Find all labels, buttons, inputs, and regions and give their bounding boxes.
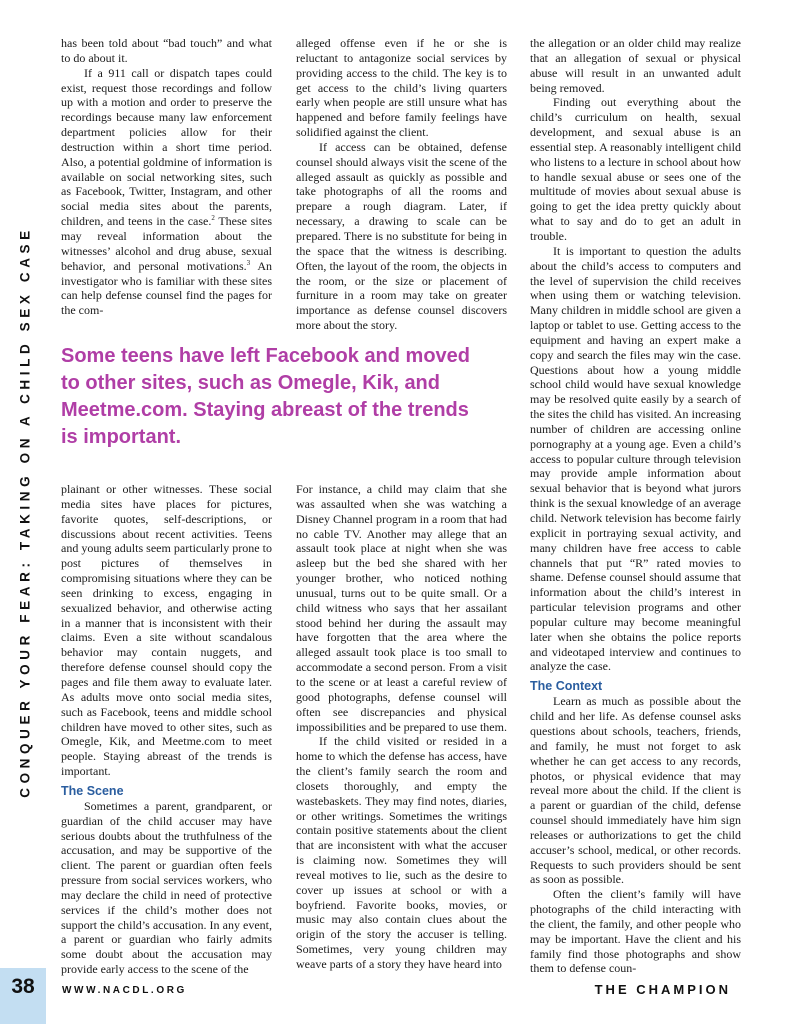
paragraph: has been told about “bad touch” and what to do about it. [61,36,272,65]
column-1-bottom [61,482,272,977]
column-1-top [61,36,272,318]
footer-website: WWW.NACDL.ORG [62,985,187,996]
paragraph: Finding out everything about the child’s curriculum on health, sexual development, and sexual abuse is an essential step. A reasonably intelligent child who listens to a lecture in school about how to handle sexual abuse or sees one of the multitude of movies about sexual abuse is going to get the idea pretty quickly about what to say and do to get an adult in trouble. [530,95,741,243]
paragraph: If access can be obtained, defense counsel should always visit the scene of the alleged assault as quickly as possible and take photographs of all the rooms and prepare a rough diagram. Later, if necessary, a drawing to scale can be prepared. There is no substitute for being in the space that the witness is describing. Often, the layout of the room, the objects in the room, or the size or placement of furniture in a room may take on greater importance as defense counsel discovers more about the story. [296,139,507,333]
paragraph: If a 911 call or dispatch tapes could exist, request those recordings and follow up with a motion and order to preserve the recordings because many law enforcement department policies allow for their destruction within a short time period. Also, a potential goldmine of information is available on social networking sites, such as Facebook, Twitter, Instagram, and other social media sites about the parents, children, and teens in the case.$^2$ These sites may reveal information about the witnesses’ alcohol and drug abuse, sexual behavior, and personal motivations.$^3$ An investigator who is familiar with these sites can help defense counsel find the pages for the com- [61,65,272,318]
paragraph: If the child visited or resided in a home to which the defense has access, have the client’s family search the room and closets thoroughly, and empty the wastebaskets. They may find notes, diaries, or other writings. Sometimes the writings contain positive statements about the client that are inconsistent with what the accuser is claiming now. Sometimes they will reveal motives to lie, such as the desire to cover up issues at school or with a boyfriend. Favorite books, movies, or music may also contain clues about the origin of the story the accuser is telling. Sometimes, very young children may weave parts of a story they have heard into [296,734,507,971]
sidebar-strip [0,0,46,1024]
paragraph: Learn as much as possible about the child and her life. As defense counsel asks questions about schools, teachers, friends, and family, he must not forget to ask whether he can get access to any records, photos, or physical evidence that may reveal more about the child. If the client is a parent or guardian of the child, defense counsel should immediately have him sign releases or authorizations to get the child accuser’s school, medical, or other records. Requests to such providers should be sent as soon as possible. [530,694,741,887]
column-2-top [296,36,507,333]
pull-quote: Some teens have left Facebook and moved to other sites, such as Omegle, Kik, and Meetme.com. Staying abreast of the trends is important. [61,345,471,448]
paragraph: Often the client’s family will have photographs of the child interacting with the client, the family, and other people who may be important. Have the client and his family find those photographs and show them to defense coun- [530,887,741,976]
footer-publication: THE CHAMPION [594,982,731,997]
paragraph: the allegation or an older child may realize that an allegation of sexual or physical abuse will result in an unwanted adult being removed. [530,36,741,95]
paragraph: For instance, a child may claim that she was assaulted when she was watching a Disney Channel program in a room that had no cable TV. Another may allege that an assault took place at night when she was asleep but the bed she shared with her younger brother, who noticed nothing unusual, turns out to be quite small. Or a child witness who says that her assailant stood behind her during the assault may have forgotten that the area where the alleged assault took place is too small to accommodate a second person. From a visit to the scene or at least a careful review of good photographs, defense counsel will often see discrepancies and physical impossibilities and be prepared to use them. [296,482,507,734]
column-3 [530,36,741,976]
section-heading: The Context [530,679,603,694]
page-number: 38 [11,975,35,998]
footnote-ref: 2 [211,214,215,223]
footnote-ref: 3 [246,258,251,267]
column-2-bottom [296,482,507,972]
section-heading: The Scene [61,783,124,798]
paragraph: plainant or other witnesses. These social media sites have places for pictures, favorite quotes, self-descriptions, or discussions about recent activities. Teens and young adults seem particularly prone to post pictures of themselves in compromising situations where they can be seen drinking to excess, engaging in sexualized behavior, and otherwise acting in a manner that is inconsistent with their claims. Even a site without scandalous behavior may contain nuggets, and therefore defense counsel should copy the pages and file them away to evaluate later. As adults move onto social media sites, such as Facebook, teens and middle school children have moved to other sites, such as Omegle, Kik, and Meetme.com to meet people. Staying abreast of the trends is important. [61,482,272,779]
paragraph: Sometimes a parent, grandparent, or guardian of the child accuser may have serious doubts about the truthfulness of the accusation, and may be supportive of the client. The parent or guardian often feels pressure from social services workers, who may declare the child in need of protective services if the child’s mother does not support the child’s accusation. In any event, a parent or guardian who fairly admits some doubt about the accusation may provide early access to the scene of the [61,798,272,977]
running-title: CONQUER YOUR FEAR: TAKING ON A CHILD SEX CASE [17,226,33,798]
paragraph: alleged offense even if he or she is reluctant to antagonize social services by providing access to the child. The key is to get access to the child’s living quarters early when people are still unsure what has happened and before family feelings have solidified against the client. [296,36,507,140]
paragraph: It is important to question the adults about the child’s access to computers and the level of supervision the child receives when using them or watching television. Many children in middle school are given a laptop or tablet to use. Getting access to the equipment and having an expert make a copy and search the files may win the case. Questions about how a young middle school child would have sexual knowledge may be resolved quite easily by a search of the sites the child has visited. An increasing number of children are accessing online pornography at a young age. Even a child’s access to popular culture through television may provide ample information about sexual behavior that is beyond what jurors think is the sexual knowledge of an average child. Network television has become fairly explicit in portraying sexual activity, and many children have free access to cable channels that put “R” rated movies to shame. Defense counsel should assume that information about the child’s interest in particular television programs and other popular culture may become meaningful later when she obtains the police reports and videotaped interview and continues to analyze the case. [530,243,741,674]
